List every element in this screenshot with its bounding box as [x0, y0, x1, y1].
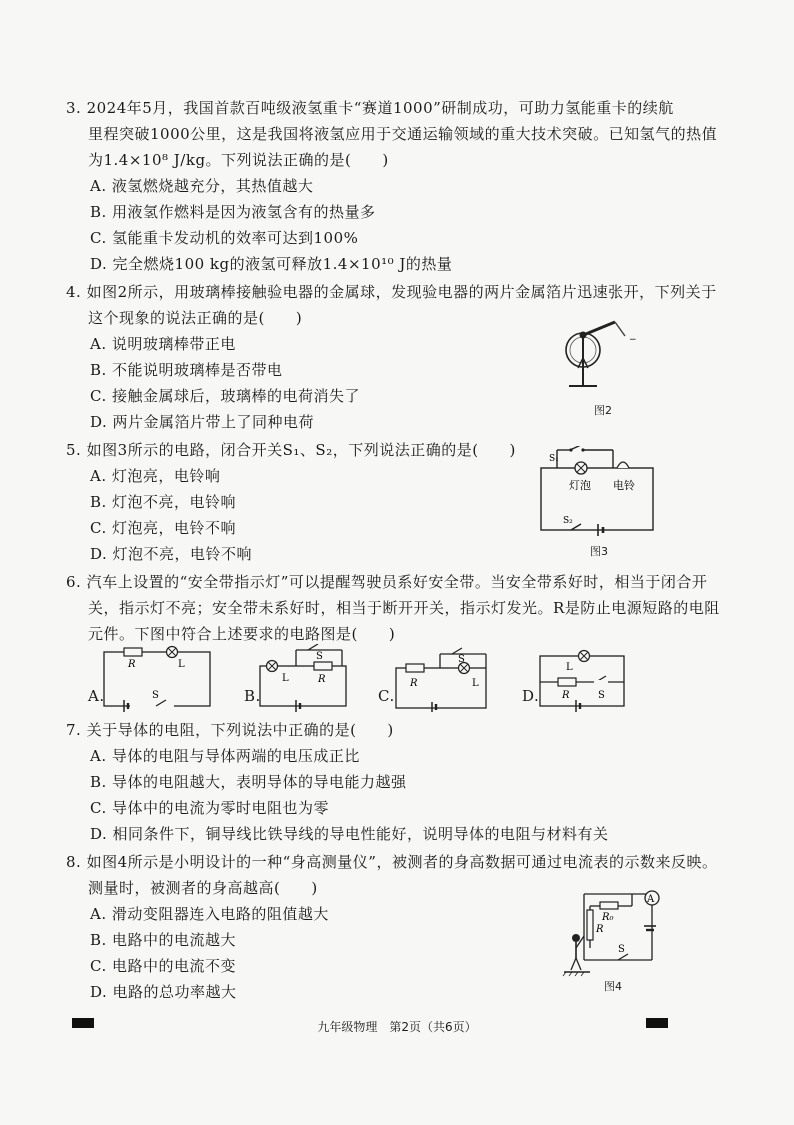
figure-3-caption: 图3	[590, 545, 608, 558]
option-a-l-label: L	[178, 659, 185, 670]
q5-option-c: C. 灯泡亮，电铃不响	[90, 519, 236, 537]
q3-option-a: A. 液氢燃烧越充分，其热值越大	[90, 177, 314, 195]
q7-option-a: A. 导体的电阻与导体两端的电压成正比	[90, 747, 360, 765]
option-c-r-label: R	[410, 678, 418, 689]
q6-option-b-label: B.	[244, 687, 261, 705]
s1-label: S₁	[549, 454, 559, 464]
circuit-option-b	[256, 644, 351, 712]
q8-option-c: C. 电路中的电流不变	[90, 957, 236, 975]
q3-option-c: C. 氢能重卡发动机的效率可达到100%	[90, 229, 359, 247]
q8-option-d: D. 电路的总功率越大	[90, 983, 237, 1001]
q4-stem-line-1: 4. 如图2所示，用玻璃棒接触验电器的金属球，发现验电器的两片金属箔片迅速张开，下列关于	[66, 283, 717, 301]
q6-stem-line-2: 关，指示灯不亮；安全带未系好时，相当于断开开关，指示灯发光。R是防止电源短路的电阻	[88, 599, 720, 617]
q4-option-d: D. 两片金属箔片带上了同种电荷	[90, 413, 315, 431]
circuit-option-c	[392, 646, 492, 712]
circuit-option-d	[536, 646, 630, 712]
q8-stem-line-1: 8. 如图4所示是小明设计的一种“身高测量仪”，被测者的身高数据可通过电流表的示数来反映。	[66, 853, 718, 871]
height-meter-figure	[560, 888, 670, 978]
r-label: R	[596, 924, 604, 935]
electroscope-figure	[555, 318, 645, 403]
option-a-r-label: R	[128, 659, 136, 670]
q8-option-a: A. 滑动变阻器连入电路的阻值越大	[90, 905, 329, 923]
s-label: S	[618, 944, 625, 955]
q8-stem-line-2: 测量时，被测者的身高越高( )	[88, 879, 318, 897]
page-footer: 九年级物理 第2页（共6页）	[317, 1020, 477, 1034]
q6-option-c-label: C.	[378, 687, 395, 705]
q7-stem-line-1: 7. 关于导体的电阻，下列说法中正确的是( )	[66, 721, 394, 739]
q3-stem-line-3: 为1.4×10⁸ J/kg。下列说法正确的是( )	[88, 151, 389, 169]
q4-option-c: C. 接触金属球后，玻璃棒的电荷消失了	[90, 387, 360, 405]
q4-option-b: B. 不能说明玻璃棒是否带电	[90, 361, 283, 379]
q5-stem-line-1: 5. 如图3所示的电路，闭合开关S₁、S₂，下列说法正确的是( )	[66, 441, 516, 459]
q6-option-a-label: A.	[88, 687, 105, 705]
q7-option-d: D. 相同条件下，铜导线比铁导线的导电性能好，说明导体的电阻与材料有关	[90, 825, 609, 843]
bell-label: 电铃	[613, 479, 635, 492]
circuit-option-a	[100, 644, 215, 712]
option-b-l-label: L	[282, 673, 289, 684]
svg-text:−: −	[629, 335, 637, 345]
option-b-r-label: R	[318, 674, 326, 685]
r0-label: R₀	[602, 912, 614, 923]
q3-option-b: B. 用液氢作燃料是因为液氢含有的热量多	[90, 203, 376, 221]
q3-stem-line-2: 里程突破1000公里，这是我国将液氢应用于交通运输领域的重大技术突破。已知氢气的热值	[88, 125, 718, 143]
figure-4-caption: 图4	[604, 980, 622, 993]
q5-option-d: D. 灯泡不亮，电铃不响	[90, 545, 253, 563]
q7-option-b: B. 导体的电阻越大，表明导体的导电能力越强	[90, 773, 407, 791]
ammeter-label: A	[647, 894, 655, 905]
option-b-s-label: S	[316, 651, 323, 662]
registration-mark-right	[646, 1018, 668, 1028]
q7-option-c: C. 导体中的电流为零时电阻也为零	[90, 799, 329, 817]
q6-option-d-label: D.	[522, 687, 540, 705]
lamp-label: 灯泡	[569, 479, 591, 492]
option-a-s-label: S	[152, 690, 159, 701]
s2-label: S₂	[563, 516, 573, 526]
q3-option-d: D. 完全燃烧100 kg的液氢可释放1.4×10¹⁰ J的热量	[90, 255, 453, 273]
q4-option-a: A. 说明玻璃棒带正电	[90, 335, 236, 353]
option-c-s-label: S	[458, 654, 465, 665]
q4-stem-line-2: 这个现象的说法正确的是( )	[88, 309, 303, 327]
option-c-l-label: L	[472, 678, 479, 689]
q5-option-b: B. 灯泡不亮，电铃响	[90, 493, 237, 511]
option-d-s-label: S	[598, 690, 605, 701]
q3-stem-line-1: 3. 2024年5月，我国首款百吨级液氢重卡“赛道1000”研制成功，可助力氢能重卡的续航	[66, 99, 674, 117]
option-d-r-label: R	[562, 690, 570, 701]
figure-2-caption: 图2	[594, 404, 612, 417]
q6-stem-line-3: 元件。下图中符合上述要求的电路图是( )	[88, 625, 396, 643]
circuit-figure-3	[535, 446, 660, 538]
q6-stem-line-1: 6. 汽车上设置的“安全带指示灯”可以提醒驾驶员系好安全带。当安全带系好时，相当于闭合开	[66, 573, 708, 591]
q8-option-b: B. 电路中的电流越大	[90, 931, 237, 949]
q5-option-a: A. 灯泡亮，电铃响	[90, 467, 221, 485]
option-d-l-label: L	[566, 662, 573, 673]
